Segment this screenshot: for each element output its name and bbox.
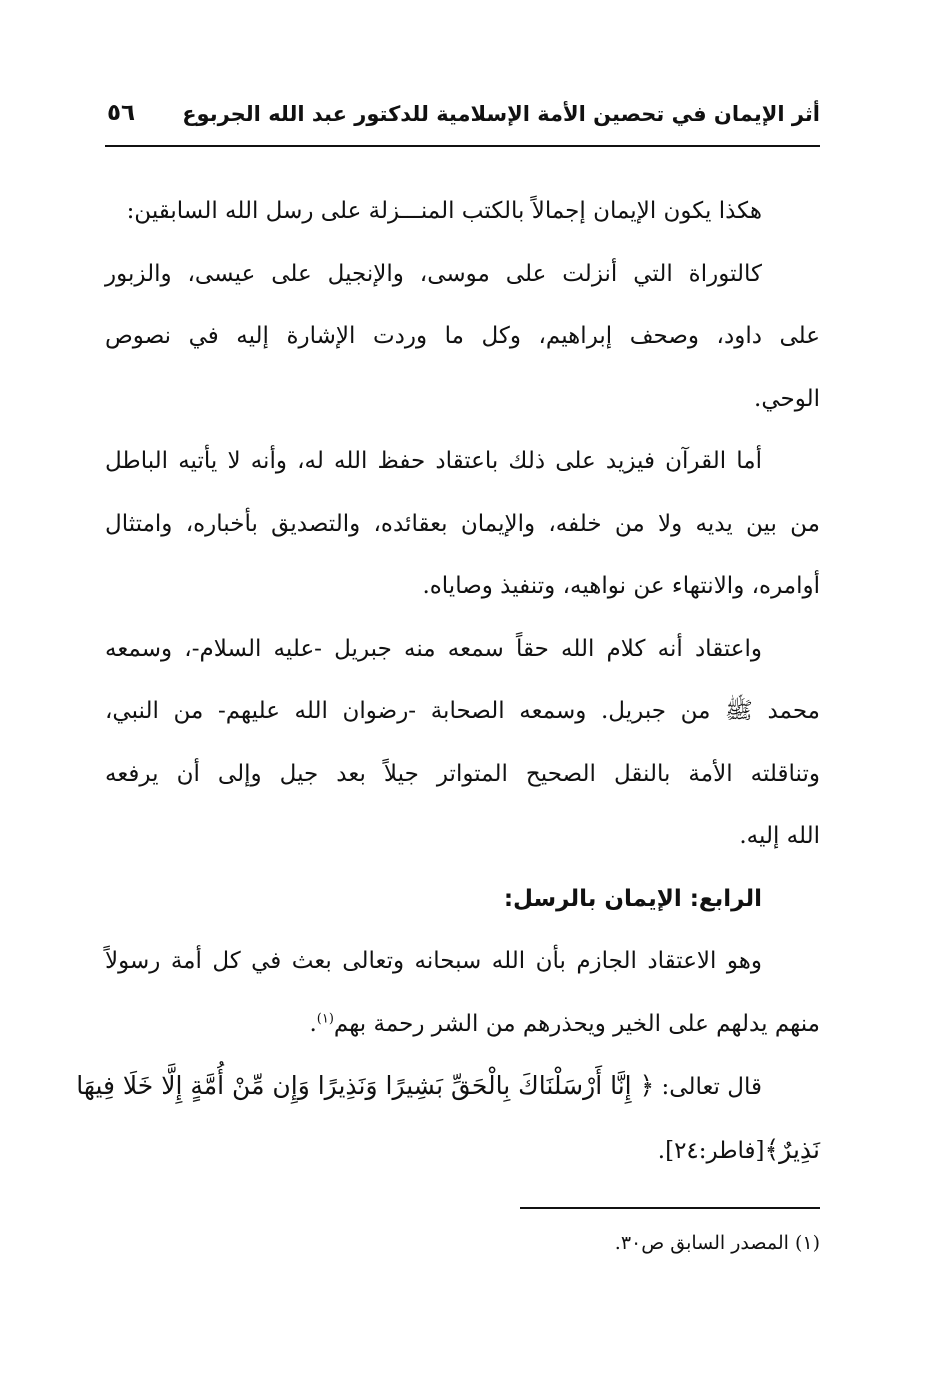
header-rule	[105, 145, 820, 147]
body-text	[76, 180, 820, 1182]
paragraph-2-line-3: الوحي.	[754, 385, 820, 412]
paragraph-4-line-1: واعتقاد أنه كلام الله حقاً سمعه منه جبريل -عليه السلام-، وسمعه	[105, 635, 762, 662]
paragraph-3	[105, 430, 820, 618]
paragraph-3-line-3: أوامره، والانتهاء عن نواهيه، وتنفيذ وصاياه.	[422, 573, 820, 599]
paragraph-5-end: .	[309, 1010, 317, 1037]
paragraph-1-text: هكذا يكون الإيمان إجمالاً بالكتب المنـــزلة على رسل الله السابقين:	[126, 198, 762, 224]
paragraph-2-line-1: كالتوراة التي أنزلت على موسى، والإنجيل على عيسى، والزبور	[105, 260, 762, 287]
paragraph-6-line-1	[76, 1055, 820, 1119]
paragraph-5-line-1: وهو الاعتقاد الجازم بأن الله سبحانه وتعالى بعث في كل أمة رسولاً	[105, 948, 762, 974]
paragraph-1	[105, 180, 820, 243]
footnote-reference[interactable]: (١)	[316, 1010, 334, 1026]
paragraph-6-line-2	[105, 1119, 820, 1183]
footnote-rule	[520, 1207, 820, 1209]
verse-reference: [فاطر:٢٤].	[657, 1137, 765, 1164]
paragraph-6	[76, 1055, 820, 1182]
paragraph-4-line-4: الله إليه.	[739, 823, 820, 849]
footnote: (١) المصدر السابق ص٣٠.	[614, 1232, 820, 1254]
paragraph-4	[105, 618, 820, 868]
running-header	[105, 100, 820, 142]
section-heading: الرابع: الإيمان بالرسل:	[503, 885, 762, 912]
paragraph-3-line-1: أما القرآن فيزيد على ذلك باعتقاد حفظ الله له، وأنه لا يأتيه الباطل	[105, 448, 762, 474]
paragraph-5-line-2	[105, 993, 820, 1056]
paragraph-3-line-2: من بين يديه ولا من خلفه، والإيمان بعقائده، والتصديق بأخباره، وامتثال	[105, 510, 820, 537]
paragraph-4-line-3: وتناقلته الأمة بالنقل الصحيح المتواتر جيلاً بعد جيل وإلى أن يرفعه	[105, 760, 820, 787]
header-title: أثر الإيمان في تحصين الأمة الإسلامية للدكتور عبد الله الجربوع	[182, 102, 820, 126]
paragraph-5	[105, 930, 820, 1055]
paragraph-5-line-2-text: منهم يدلهم على الخير ويحذرهم من الشر رحمة بهم	[333, 1010, 820, 1037]
verse-intro: قال تعالى:	[654, 1074, 762, 1100]
paragraph-4-line-2: محمد ﷺ من جبريل. وسمعه الصحابة -رضوان الله عليهم- من النبي،	[105, 698, 820, 724]
quran-verse-line-2: نَذِيرٌ﴾	[764, 1134, 820, 1164]
paragraph-2	[105, 243, 820, 431]
quran-verse-line-1: ﴿ إِنَّا أَرْسَلْنَاكَ بِالْحَقِّ بَشِيرًا وَنَذِيرًا وَإِن مِّنْ أُمَّةٍ إِلَّا خَلَا فِيهَا	[76, 1071, 655, 1100]
page-number: ٥٦	[107, 100, 136, 126]
paragraph-2-line-2: على داود، وصحف إبراهيم، وكل ما وردت الإشارة إليه في نصوص	[105, 323, 820, 349]
